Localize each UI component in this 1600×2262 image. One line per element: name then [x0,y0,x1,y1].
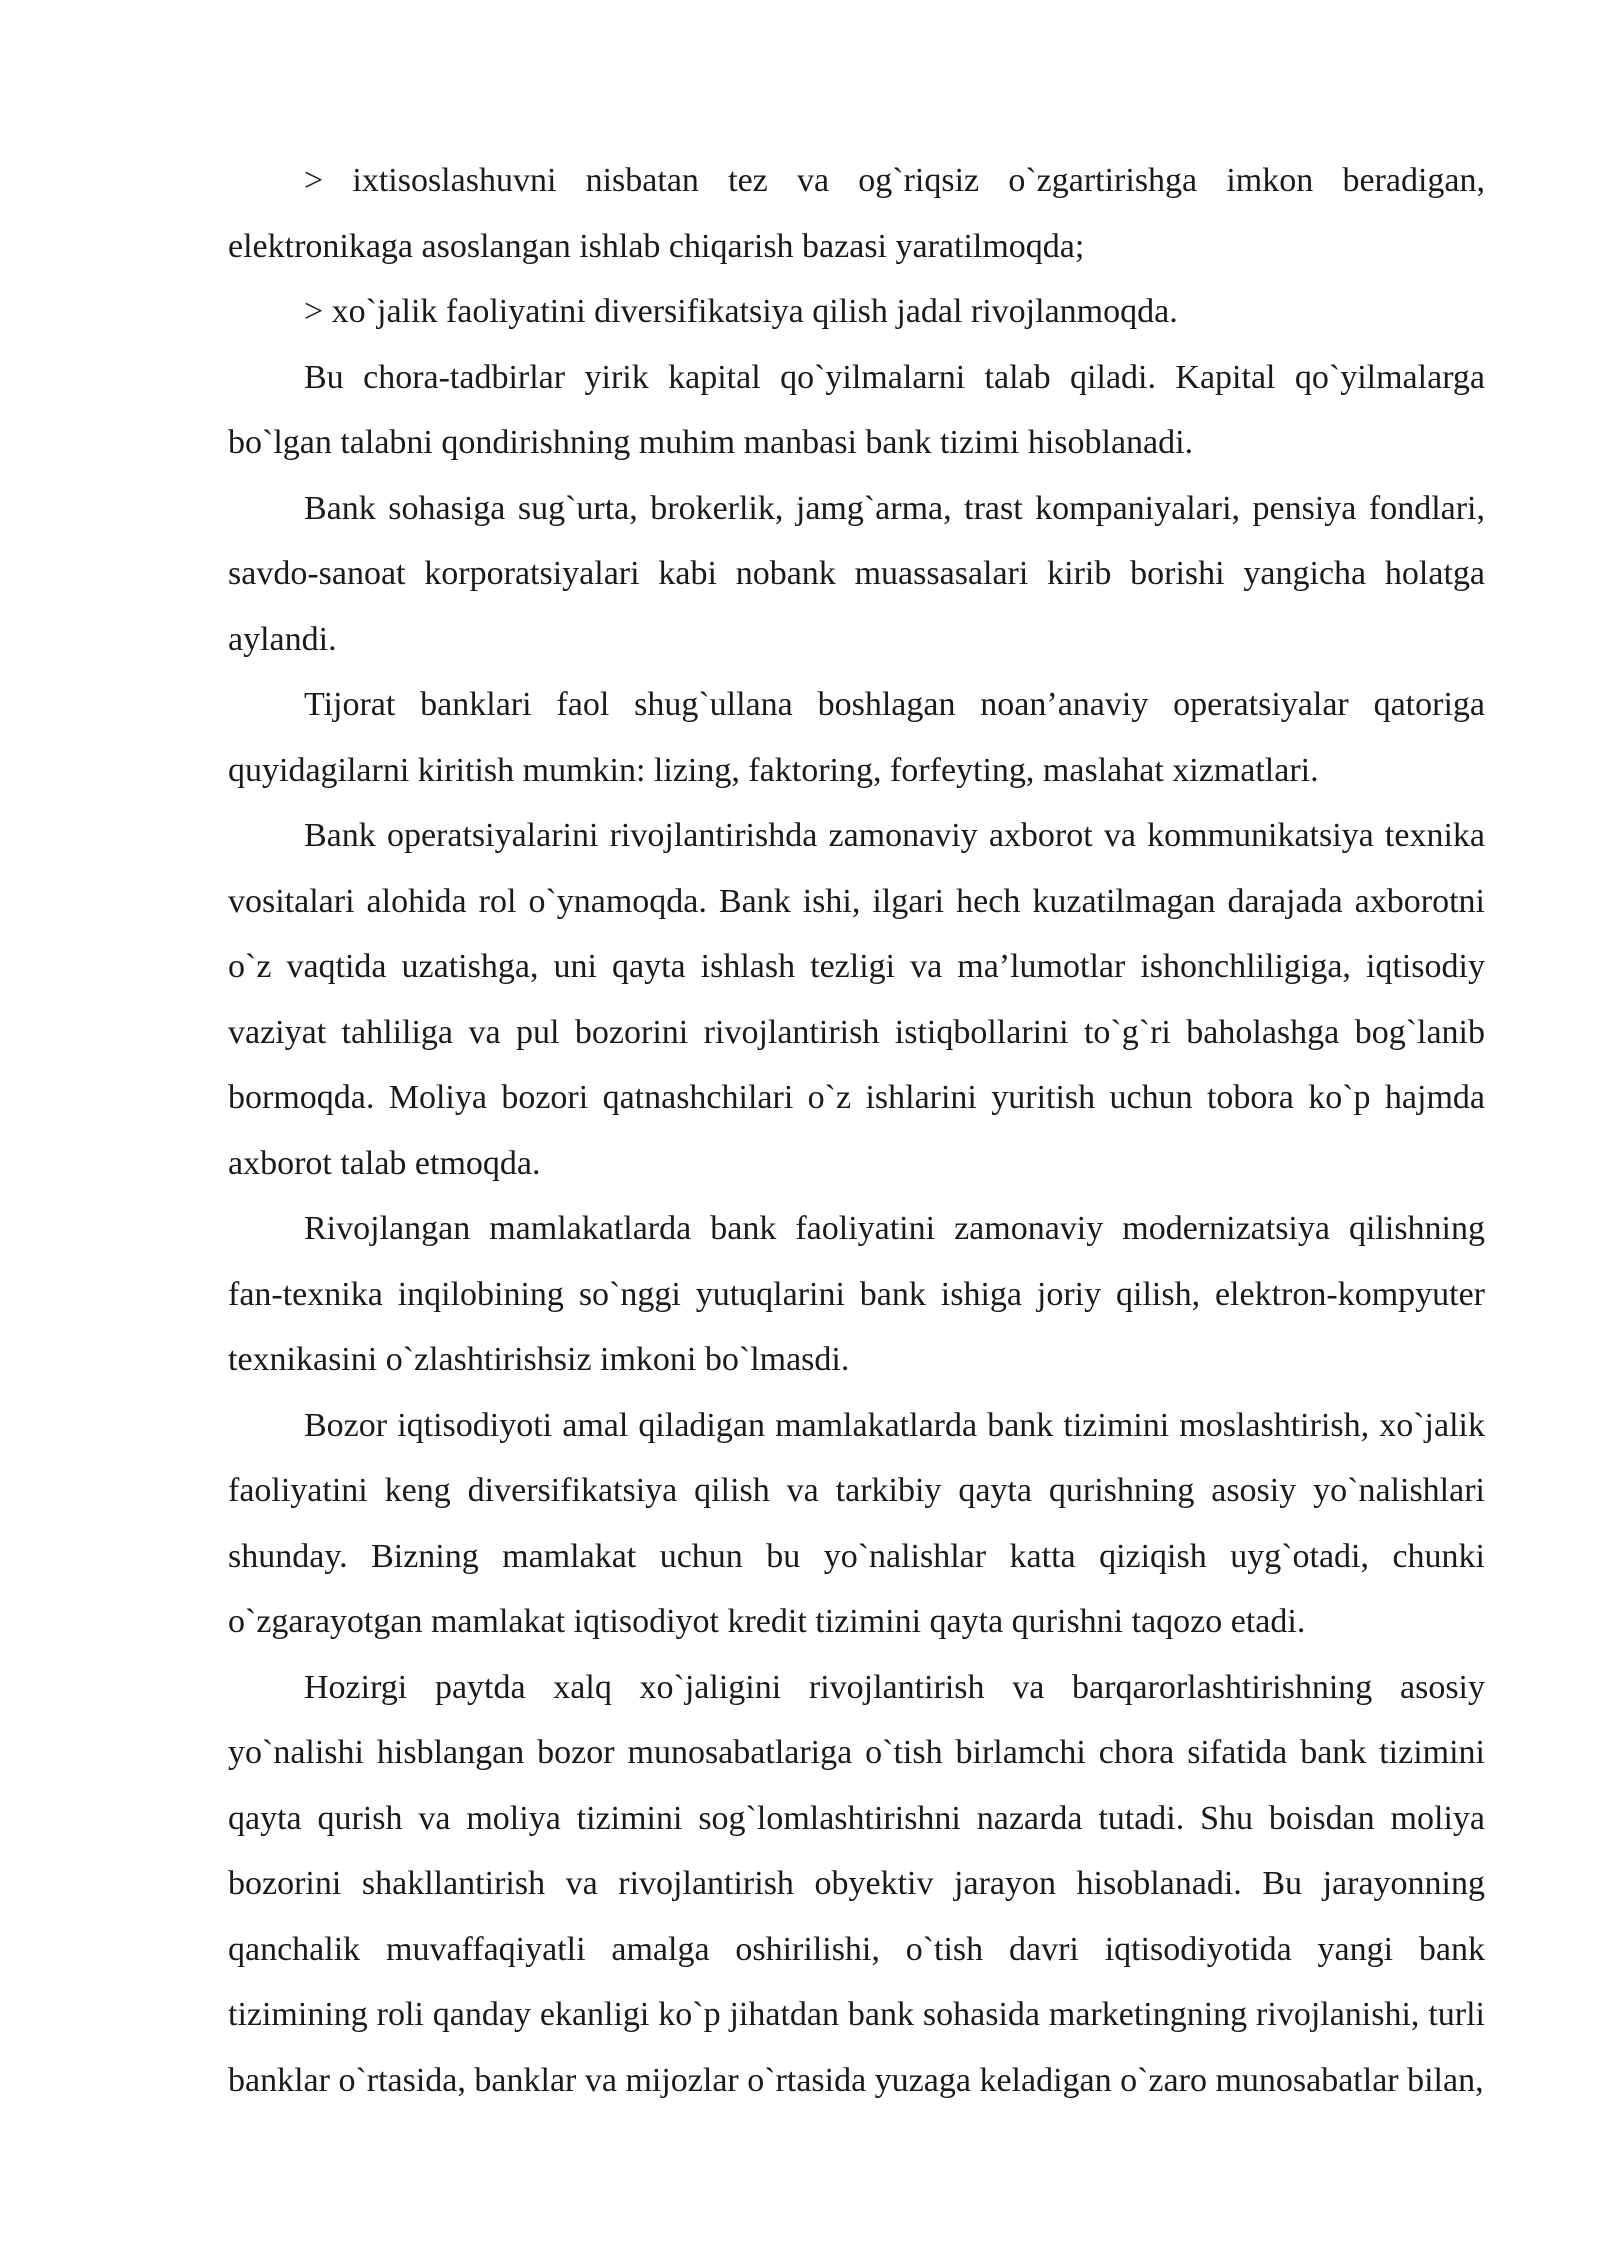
document-page [228,148,1485,2113]
paragraph-2: > xo`jalik faoliyatini diversifikatsiya qilish jadal rivojlanmoqda. [304,293,1178,330]
paragraph-4: Bank sohasiga sug`urta, brokerlik, jamg`arma, trast kompaniyalari, pensiya fondlari, savdo-sanoat korporatsiyalari kabi nobank muassasalari kirib borishi yangicha holatga aylandi. [228,489,1485,658]
paragraph-5: Tijorat banklari faol shug`ullana boshlagan noan’anaviy operatsiyalar qatoriga quyidagilarni kiritish mumkin: lizing, faktoring, forfeyting, maslahat xizmatlari. [228,686,1485,789]
paragraph-9: Hozirgi paytda xalq xo`jaligini rivojlantirish va barqarorlashtirishning asosiy yo`nalishi hisblangan bozor munosabatlariga o`tish birlamchi chora sifatida bank tizimini qayta qurish va moliya tizimini sog`lomlashtirishni nazarda tutadi. Shu boisdan moliya bozorini shakllantirish va rivojlantirish obyektiv jarayon hisoblanadi. Bu jarayonning qanchalik muvaffaqiyatli amalga oshirilishi, o`tish davri iqtisodiyotida yangi bank tizimining roli qanday ekanligi ko`p jihatdan bank sohasida marketingning rivojlanishi, turli banklar o`rtasida, banklar va mijozlar o`rtasida yuzaga keladigan o`zaro munosabatlar bilan, [228,1668,1485,2099]
paragraph-8: Bozor iqtisodiyoti amal qiladigan mamlakatlarda bank tizimini moslashtirish, xo`jalik faoliyatini keng diversifikatsiya qilish va tarkibiy qayta qurishning asosiy yo`nalishlari shunday. Bizning mamlakat uchun bu yo`nalishlar katta qiziqish uyg`otadi, chunki o`zgarayotgan mamlakat iqtisodiyot kredit tizimini qayta qurishni taqozo etadi. [228,1406,1485,1640]
paragraph-3: Bu chora-tadbirlar yirik kapital qo`yilmalarni talab qiladi. Kapital qo`yilmalarga bo`lgan talabni qondirishning muhim manbasi bank tizimi hisoblanadi. [228,358,1485,461]
paragraph-6: Bank operatsiyalarini rivojlantirishda zamonaviy axborot va kommunikatsiya texnika vositalari alohida rol o`ynamoqda. Bank ishi, ilgari hech kuzatilmagan darajada axborotni o`z vaqtida uzatishga, uni qayta ishlash tezligi va ma’lumotlar ishonchliligiga, iqtisodiy vaziyat tahliliga va pul bozorini rivojlantirish istiqbollarini to`g`ri baholashga bog`lanib bormoqda. Moliya bozori qatnashchilari o`z ishlarini yuritish uchun tobora ko`p hajmda axborot talab etmoqda. [228,817,1485,1182]
paragraph-1: > ixtisoslashuvni nisbatan tez va og`riqsiz o`zgartirishga imkon beradigan, elektronikaga asoslangan ishlab chiqarish bazasi yaratilmoqda; [228,162,1485,265]
paragraph-7: Rivojlangan mamlakatlarda bank faoliyatini zamonaviy modernizatsiya qilishning fan-texnika inqilobining so`nggi yutuqlarini bank ishiga joriy qilish, elektron-kompyuter texnikasini o`zlashtirishsiz imkoni bo`lmasdi. [228,1210,1485,1378]
